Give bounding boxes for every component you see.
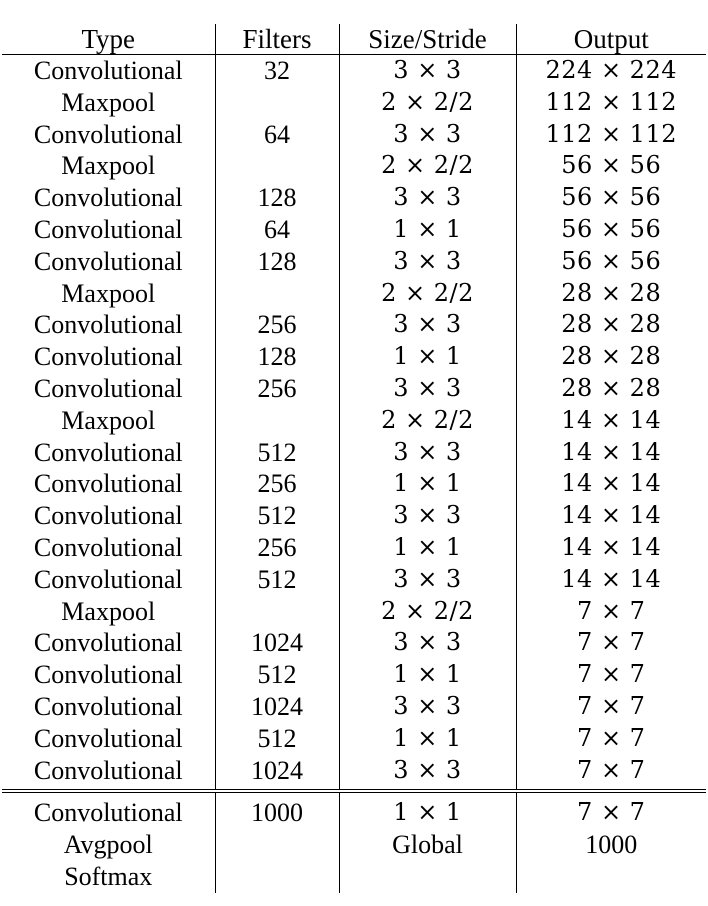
- table-row: [2, 182, 706, 214]
- table-body-main: [2, 55, 706, 792]
- cell-size-stride: 3 × 3: [339, 373, 516, 405]
- cell-output: 7 × 7: [577, 723, 646, 752]
- cell-size-stride: Global: [339, 829, 516, 861]
- cell-size-stride: 3 × 3: [339, 500, 516, 532]
- cell-output: 56 × 56: [561, 246, 662, 275]
- header-output: Output: [516, 24, 706, 55]
- cell-filters: 256: [215, 468, 339, 500]
- cell-filters: 32: [215, 55, 339, 87]
- cell-output: 7 × 7: [577, 628, 646, 657]
- cell-filters: [215, 150, 339, 182]
- table-row: [2, 596, 706, 628]
- header-row: [2, 24, 706, 55]
- cell-type: Convolutional: [2, 55, 215, 87]
- cell-size-stride: 1 × 1: [339, 214, 516, 246]
- table-row: [2, 500, 706, 532]
- table-row: [2, 214, 706, 246]
- table-body-tail: [2, 791, 706, 892]
- cell-filters: [215, 596, 339, 628]
- cell-size-stride: 1 × 1: [339, 659, 516, 691]
- cell-output: 112 × 112: [545, 87, 677, 116]
- architecture-table-container: [2, 24, 706, 893]
- cell-filters: 256: [215, 532, 339, 564]
- header-size-stride: Size/Stride: [339, 24, 516, 55]
- cell-output: 28 × 28: [561, 342, 662, 371]
- table-row: [2, 691, 706, 723]
- table-row: [2, 437, 706, 469]
- cell-type: Convolutional: [2, 309, 215, 341]
- cell-type: Convolutional: [2, 246, 215, 278]
- cell-output: 28 × 28: [561, 310, 662, 339]
- cell-output: 7 × 7: [577, 691, 646, 720]
- table-row: [2, 119, 706, 151]
- cell-output: 14 × 14: [561, 532, 662, 561]
- cell-size-stride: 2 × 2/2: [339, 278, 516, 310]
- cell-type: Maxpool: [2, 278, 215, 310]
- cell-type: Convolutional: [2, 627, 215, 659]
- cell-filters: 128: [215, 182, 339, 214]
- cell-output: [516, 861, 706, 893]
- cell-filters: [215, 829, 339, 861]
- cell-type: Maxpool: [2, 596, 215, 628]
- cell-output: 7 × 7: [577, 596, 646, 625]
- table-row: [2, 755, 706, 792]
- cell-output: 7 × 7: [577, 660, 646, 689]
- cell-filters: 1024: [215, 627, 339, 659]
- cell-output: 14 × 14: [561, 405, 662, 434]
- cell-type: Softmax: [2, 861, 215, 893]
- cell-size-stride: 3 × 3: [339, 627, 516, 659]
- cell-size-stride: 1 × 1: [339, 791, 516, 829]
- table-row: [2, 861, 706, 893]
- table-row: [2, 532, 706, 564]
- cell-output: 112 × 112: [545, 119, 677, 148]
- cell-size-stride: 2 × 2/2: [339, 596, 516, 628]
- cell-size-stride: 3 × 3: [339, 691, 516, 723]
- cell-filters: 512: [215, 500, 339, 532]
- cell-output: 56 × 56: [561, 151, 662, 180]
- cell-output: 7 × 7: [577, 755, 646, 784]
- cell-output: 7 × 7: [516, 791, 706, 829]
- cell-filters: 1000: [215, 791, 339, 829]
- cell-filters: 256: [215, 309, 339, 341]
- table-row: [2, 791, 706, 829]
- table-row: [2, 659, 706, 691]
- cell-filters: 64: [215, 214, 339, 246]
- table-row: [2, 627, 706, 659]
- table-row: [2, 87, 706, 119]
- cell-size-stride: 3 × 3: [339, 55, 516, 87]
- cell-type: Convolutional: [2, 500, 215, 532]
- cell-filters: 1024: [215, 755, 339, 792]
- cell-filters: [215, 405, 339, 437]
- cell-size-stride: 3 × 3: [339, 755, 516, 792]
- cell-output: 14 × 14: [561, 501, 662, 530]
- cell-output: 28 × 28: [561, 373, 662, 402]
- cell-filters: 128: [215, 341, 339, 373]
- header-filters: Filters: [215, 24, 339, 55]
- cell-size-stride: 3 × 3: [339, 246, 516, 278]
- architecture-table: [2, 24, 706, 893]
- table-row: [2, 723, 706, 755]
- table-row: [2, 55, 706, 87]
- cell-type: Maxpool: [2, 87, 215, 119]
- cell-type: Convolutional: [2, 119, 215, 151]
- cell-size-stride: [339, 861, 516, 893]
- cell-filters: [215, 861, 339, 893]
- cell-size-stride: 3 × 3: [339, 182, 516, 214]
- cell-size-stride: 3 × 3: [339, 119, 516, 151]
- cell-size-stride: 1 × 1: [339, 723, 516, 755]
- cell-output: 14 × 14: [561, 564, 662, 593]
- cell-filters: 512: [215, 437, 339, 469]
- cell-type: Avgpool: [2, 829, 215, 861]
- cell-filters: [215, 278, 339, 310]
- table-row: [2, 150, 706, 182]
- cell-size-stride: 1 × 1: [339, 532, 516, 564]
- cell-size-stride: 2 × 2/2: [339, 87, 516, 119]
- table-row: [2, 341, 706, 373]
- table-row: [2, 373, 706, 405]
- cell-filters: 512: [215, 564, 339, 596]
- cell-type: Convolutional: [2, 373, 215, 405]
- table-row: [2, 564, 706, 596]
- cell-size-stride: 3 × 3: [339, 309, 516, 341]
- cell-filters: 256: [215, 373, 339, 405]
- cell-filters: 128: [215, 246, 339, 278]
- cell-output: 224 × 224: [545, 56, 677, 84]
- cell-size-stride: 2 × 2/2: [339, 150, 516, 182]
- table-row: [2, 309, 706, 341]
- cell-filters: 512: [215, 723, 339, 755]
- cell-size-stride: 2 × 2/2: [339, 405, 516, 437]
- cell-type: Convolutional: [2, 723, 215, 755]
- cell-type: Convolutional: [2, 755, 215, 792]
- cell-output: 28 × 28: [561, 278, 662, 307]
- cell-type: Convolutional: [2, 564, 215, 596]
- cell-type: Maxpool: [2, 405, 215, 437]
- cell-type: Convolutional: [2, 659, 215, 691]
- header-type: Type: [2, 24, 215, 55]
- cell-filters: [215, 87, 339, 119]
- cell-type: Convolutional: [2, 437, 215, 469]
- cell-type: Convolutional: [2, 532, 215, 564]
- cell-output: 56 × 56: [561, 183, 662, 212]
- table-row: [2, 246, 706, 278]
- cell-filters: 1024: [215, 691, 339, 723]
- cell-type: Convolutional: [2, 468, 215, 500]
- cell-size-stride: 1 × 1: [339, 341, 516, 373]
- cell-output: 14 × 14: [561, 469, 662, 498]
- cell-filters: 512: [215, 659, 339, 691]
- table-row: [2, 468, 706, 500]
- cell-size-stride: 3 × 3: [339, 564, 516, 596]
- cell-type: Convolutional: [2, 691, 215, 723]
- cell-output: 14 × 14: [561, 437, 662, 466]
- cell-output: 1000: [585, 830, 638, 860]
- table-row: [2, 405, 706, 437]
- cell-filters: 64: [215, 119, 339, 151]
- cell-type: Convolutional: [2, 214, 215, 246]
- table-row: [2, 278, 706, 310]
- cell-type: Convolutional: [2, 791, 215, 829]
- cell-output: 56 × 56: [561, 214, 662, 243]
- table-header: [2, 24, 706, 55]
- table-row: [2, 829, 706, 861]
- cell-type: Convolutional: [2, 341, 215, 373]
- cell-type: Convolutional: [2, 182, 215, 214]
- cell-size-stride: 1 × 1: [339, 468, 516, 500]
- cell-size-stride: 3 × 3: [339, 437, 516, 469]
- cell-type: Maxpool: [2, 150, 215, 182]
